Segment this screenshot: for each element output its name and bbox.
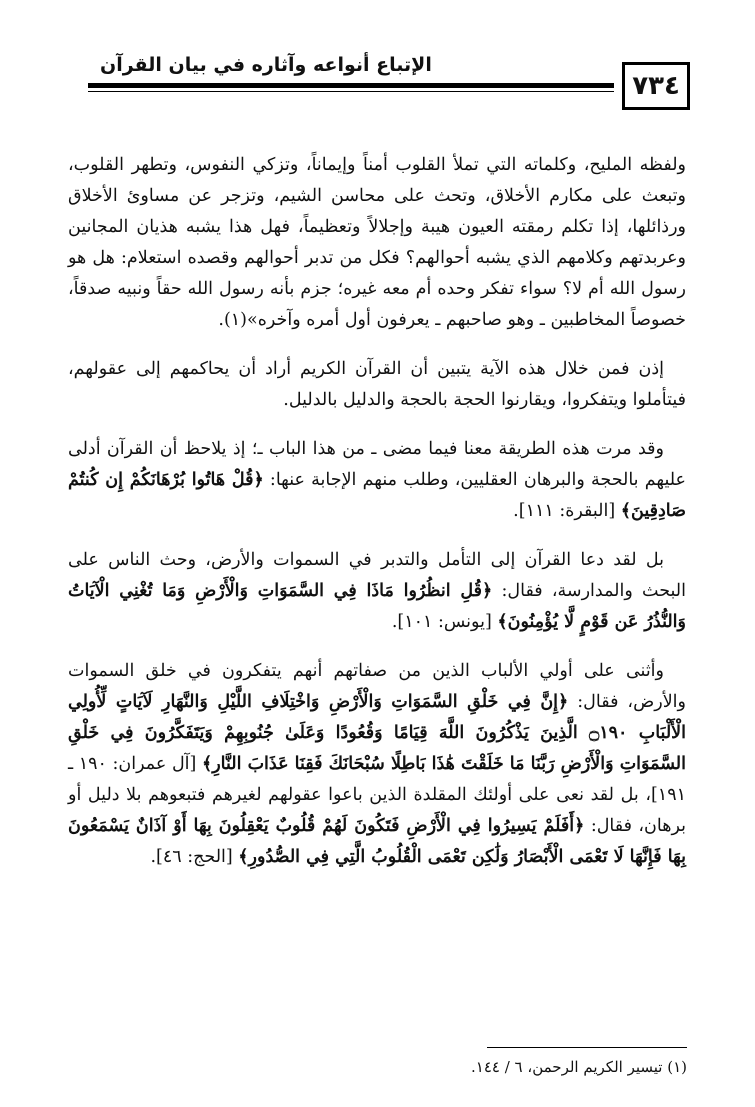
- header-rule-thick: [88, 83, 614, 88]
- header-rule-thin: [88, 91, 614, 92]
- paragraph-1-text: ولفظه المليح، وكلماته التي تملأ القلوب أمناً وإيماناً، وتزكي النفوس، وتطهر القلوب، وتبعث على مكارم الأخلاق، وتحث على محاسن الشيم، وتزجر عن مساوئ الأخلاق ورذائلها، إذا تكلم رمقته العيون هيبة وإجلالاً وتعظيماً، فهل هذا يشبه هذيان المجانين وعربدتهم وكلامهم الذي يشبه أحوالهم؟ فكل من تدبر أحوالهم وقصده استعلام: هل هو رسول الله أم لا؟ سواء تفكر وحده أم معه غيره؛ جزم بأنه رسول الله حقاً ونبيه صدقاً، خصوصاً المخاطبين ـ وهو صاحبهم ـ يعرفون أول أمره وآخره»(١).: [68, 155, 686, 330]
- verse-reference-2: [يونس: ١٠١].: [391, 612, 498, 632]
- verse-reference-4: [الحج: ٤٦].: [150, 847, 239, 867]
- verse-reference-1: [البقرة: ١١١].: [513, 501, 621, 521]
- footnote-separator: [487, 1047, 687, 1048]
- paragraph-3-pre: وقد مرت هذه الطريقة معنا فيما مضى ـ من هذا الباب ـ؛ إذ يلاحظ أن القرآن أدلى عليهم بالحجة والبرهان العقليين، وطلب منهم الإجابة عنها:: [68, 439, 686, 490]
- quran-verse-2: ﴿قُلِ انظُرُوا مَاذَا فِي السَّمَوَاتِ وَالْأَرْضِ وَمَا تُغْنِي الْآيَاتُ وَالنُّذُرُ عَن قَوْمٍ لَّا يُؤْمِنُونَ﴾: [68, 581, 686, 632]
- paragraph-3: [68, 434, 686, 527]
- paragraph-1: [68, 150, 686, 336]
- quran-verse-4: ﴿أَفَلَمْ يَسِيرُوا فِي الْأَرْضِ فَتَكُونَ لَهُمْ قُلُوبٌ يَعْقِلُونَ بِهَا أَوْ آذَانٌ يَسْمَعُونَ بِهَا فَإِنَّهَا لَا تَعْمَى الْأَبْصَارُ وَلَٰكِن تَعْمَى الْقُلُوبُ الَّتِي فِي الصُّدُورِ﴾: [68, 816, 686, 867]
- paragraph-4: [68, 545, 686, 638]
- page-header: [60, 44, 690, 114]
- main-text: [68, 150, 686, 891]
- paragraph-2: [68, 354, 686, 416]
- paragraph-5-pre: وأثنى على أولي الألباب الذين من صفاتهم أنهم يتفكرون في خلق السموات والأرض، فقال:: [68, 661, 686, 712]
- running-title-text: الإتباع أنواعه وآثاره في بيان القرآن: [100, 54, 432, 76]
- page-number-box: [622, 62, 690, 110]
- quran-verse-1: ﴿قُلْ هَاتُوا بُرْهَانَكُمْ إِن كُنتُمْ صَادِقِينَ﴾: [68, 470, 686, 521]
- running-title: [100, 54, 614, 76]
- paragraph-5: [68, 656, 686, 873]
- footnote-text: (١) تيسير الكريم الرحمن، ٦ / ١٤٤.: [470, 1058, 687, 1076]
- quran-verse-3: ﴿إِنَّ فِي خَلْقِ السَّمَوَاتِ وَالْأَرْضِ وَاخْتِلَافِ اللَّيْلِ وَالنَّهَارِ لَآيَاتٍ لِّأُولِي الْأَلْبَابِ ۝١٩٠ الَّذِينَ يَذْكُرُونَ اللَّهَ قِيَامًا وَقُعُودًا وَعَلَىٰ جُنُوبِهِمْ وَيَتَفَكَّرُونَ فِي خَلْقِ السَّمَوَاتِ وَالْأَرْضِ رَبَّنَا مَا خَلَقْتَ هَٰذَا بَاطِلًا سُبْحَانَكَ فَقِنَا عَذَابَ النَّارِ﴾: [68, 692, 687, 774]
- verse-reference-3: [آل عمران: ١٩٠ ـ ١٩١]، بل لقد نعى على أولئك المقلدة الذين باعوا عقولهم لغيرهم فتبعوهم بلا دليل أو برهان، فقال:: [68, 754, 687, 836]
- page-number: ٧٣٤: [632, 71, 680, 101]
- paragraph-4-pre: بل لقد دعا القرآن إلى التأمل والتدبر في السموات والأرض، وحث الناس على البحث والمدارسة، فقال:: [68, 550, 687, 601]
- paragraph-2-text: إذن فمن خلال هذه الآية يتبين أن القرآن الكريم أراد أن يحاكمهم إلى عقولهم، فيتأملوا ويتفكروا، ويقارنوا الحجة بالحجة والدليل بالدليل.: [68, 359, 686, 410]
- footnote: [69, 1056, 687, 1078]
